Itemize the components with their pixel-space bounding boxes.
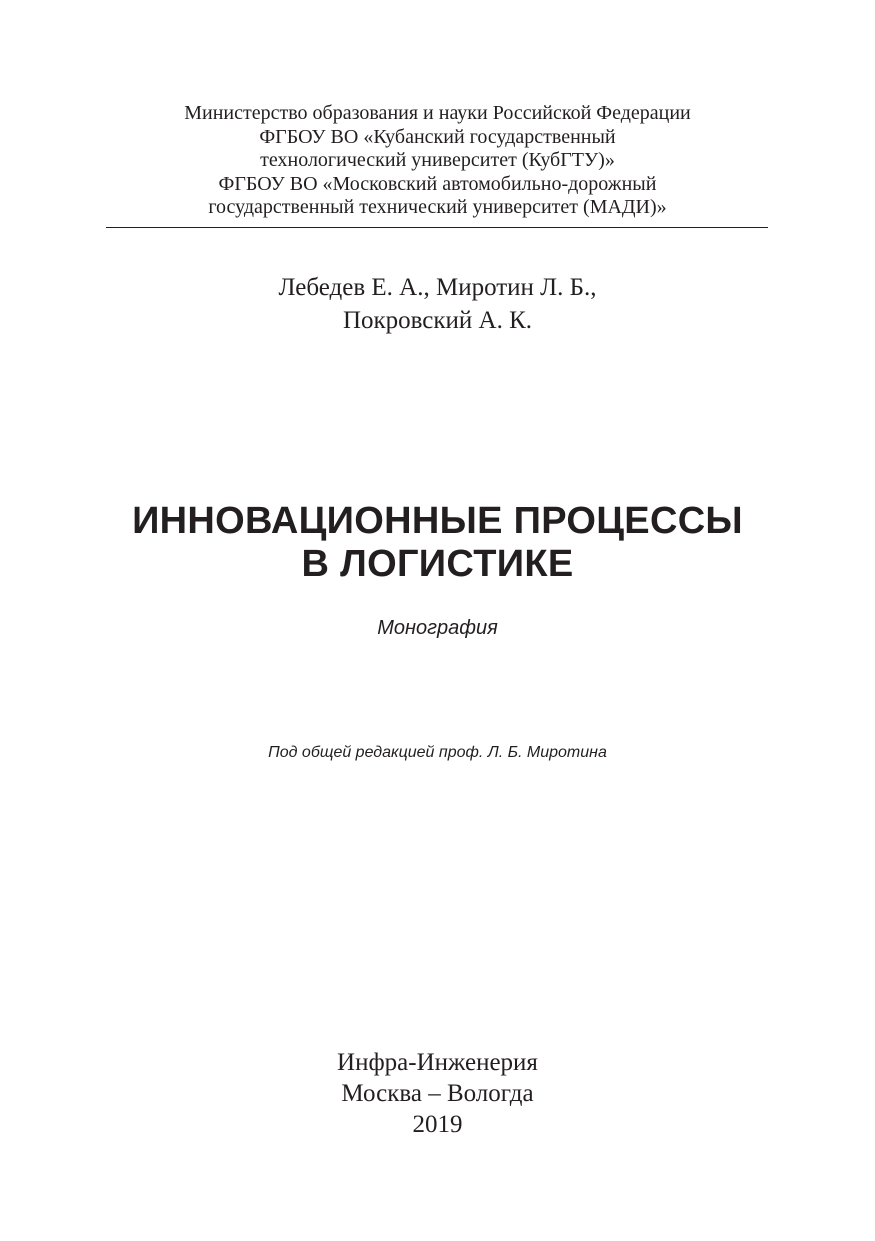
- institution-line-ministry: Министерство образования и науки Российской Федерации: [184, 102, 691, 124]
- authors: [0, 271, 875, 337]
- institution-line-madi-1: ФГБОУ ВО «Московский автомобильно-дорожный: [218, 172, 657, 195]
- header-divider: [106, 227, 768, 228]
- editor-note: Под общей редакцией проф. Л. Б. Миротина: [268, 744, 607, 761]
- book-subtitle: Монография: [377, 617, 498, 639]
- institution-line-kubgtu-2: технологический университет (КубГТУ)»: [260, 149, 615, 171]
- publisher-cities: Москва – Вологда: [341, 1080, 534, 1107]
- authors-line-1: Лебедев Е. А., Миротин Л. Б.,: [278, 274, 597, 301]
- book-title-line-2: В ЛОГИСТИКЕ: [301, 543, 574, 585]
- publisher-info: [0, 1047, 875, 1140]
- institution-line-madi-2: государственный технический университет (МАДИ)»: [208, 196, 667, 218]
- institution-header: [0, 102, 875, 220]
- book-title-line-1: ИННОВАЦИОННЫЕ ПРОЦЕССЫ: [132, 500, 743, 542]
- book-title: [0, 500, 875, 586]
- publication-year: 2019: [412, 1111, 463, 1138]
- publisher-name: Инфра-Инженерия: [337, 1049, 538, 1076]
- institution-line-kubgtu-1: ФГБОУ ВО «Кубанский государственный: [259, 125, 616, 148]
- authors-line-2: Покровский А. К.: [342, 307, 533, 334]
